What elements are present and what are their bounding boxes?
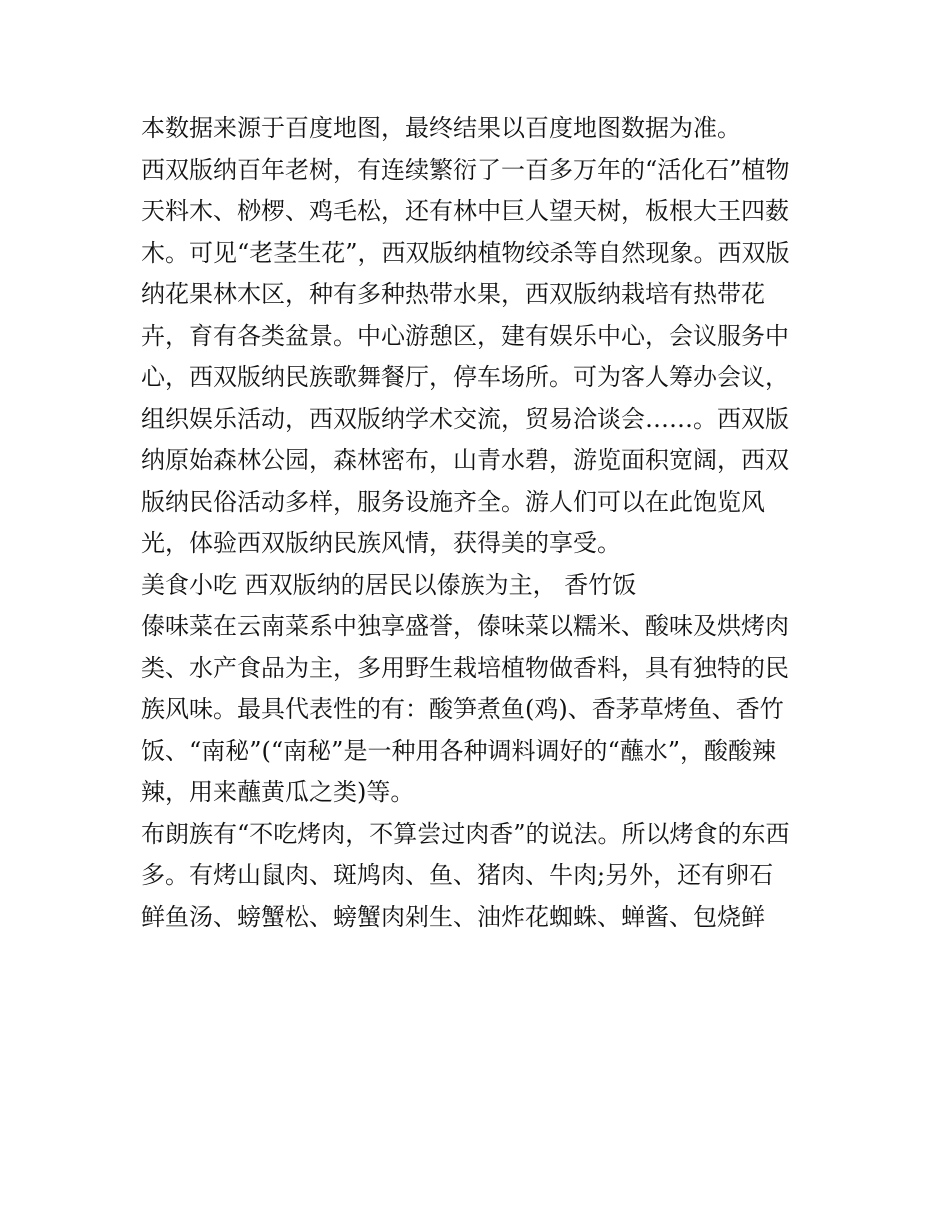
text-line: 纳原始森林公园，森林密布，山青水碧，游览面积宽阔，西双 — [141, 446, 789, 474]
text-line: 心，西双版纳民族歌舞餐厅，停车场所。可为客人筹办会议， — [141, 363, 789, 391]
text-line: 西双版纳百年老树，有连续繁衍了一百多万年的“活化石”植物 — [141, 155, 790, 184]
text-line: 辣，用来蘸黄瓜之类)等。 — [141, 778, 415, 806]
text-line: 纳花果林木区，种有多种热带水果，西双版纳栽培有热带花 — [141, 280, 765, 308]
text-line: 天料木、桫椤、鸡毛松，还有林中巨人望天树，板根大王四薮 — [141, 197, 789, 225]
text-line: 鲜鱼汤、螃蟹松、螃蟹肉剁生、油炸花蜘蛛、蝉酱、包烧鲜 — [141, 902, 765, 931]
text-line: 类、水产食品为主，多用野生栽培植物做香料，具有独特的民 — [141, 653, 789, 682]
text-line: 卉，育有各类盆景。中心游憩区，建有娱乐中心，会议服务中 — [141, 321, 789, 350]
text-line: 美食小吃 西双版纳的居民以傣族为主， 香竹饭 — [141, 570, 637, 599]
text-line: 组织娱乐活动，西双版纳学术交流，贸易洽谈会……。西双版 — [141, 404, 789, 433]
text-line: 傣味菜在云南菜系中独享盛誉，傣味菜以糯米、酸味及烘烤肉 — [141, 612, 789, 640]
text-line: 本数据来源于百度地图，最终结果以百度地图数据为准。 — [141, 114, 741, 142]
text-line: 族风味。最具代表性的有：酸笋煮鱼(鸡)、香茅草烤鱼、香竹 — [141, 695, 784, 723]
document-body — [141, 108, 821, 938]
text-line: 多。有烤山鼠肉、斑鸠肉、鱼、猪肉、牛肉;另外，还有卵石 — [141, 861, 774, 889]
text-line: 版纳民俗活动多样，服务设施齐全。游人们可以在此饱览风 — [141, 487, 765, 516]
text-line: 饭、“南秘”(“南秘”是一种用各种调料调好的“蘸水”，酸酸辣 — [141, 736, 776, 765]
text-line: 木。可见“老茎生花”，西双版纳植物绞杀等自然现象。西双版 — [141, 238, 790, 267]
text-line: 布朗族有“不吃烤肉，不算尝过肉香”的说法。所以烤食的东西 — [141, 819, 790, 848]
text-line: 光，体验西双版纳民族风情，获得美的享受。 — [141, 529, 621, 557]
